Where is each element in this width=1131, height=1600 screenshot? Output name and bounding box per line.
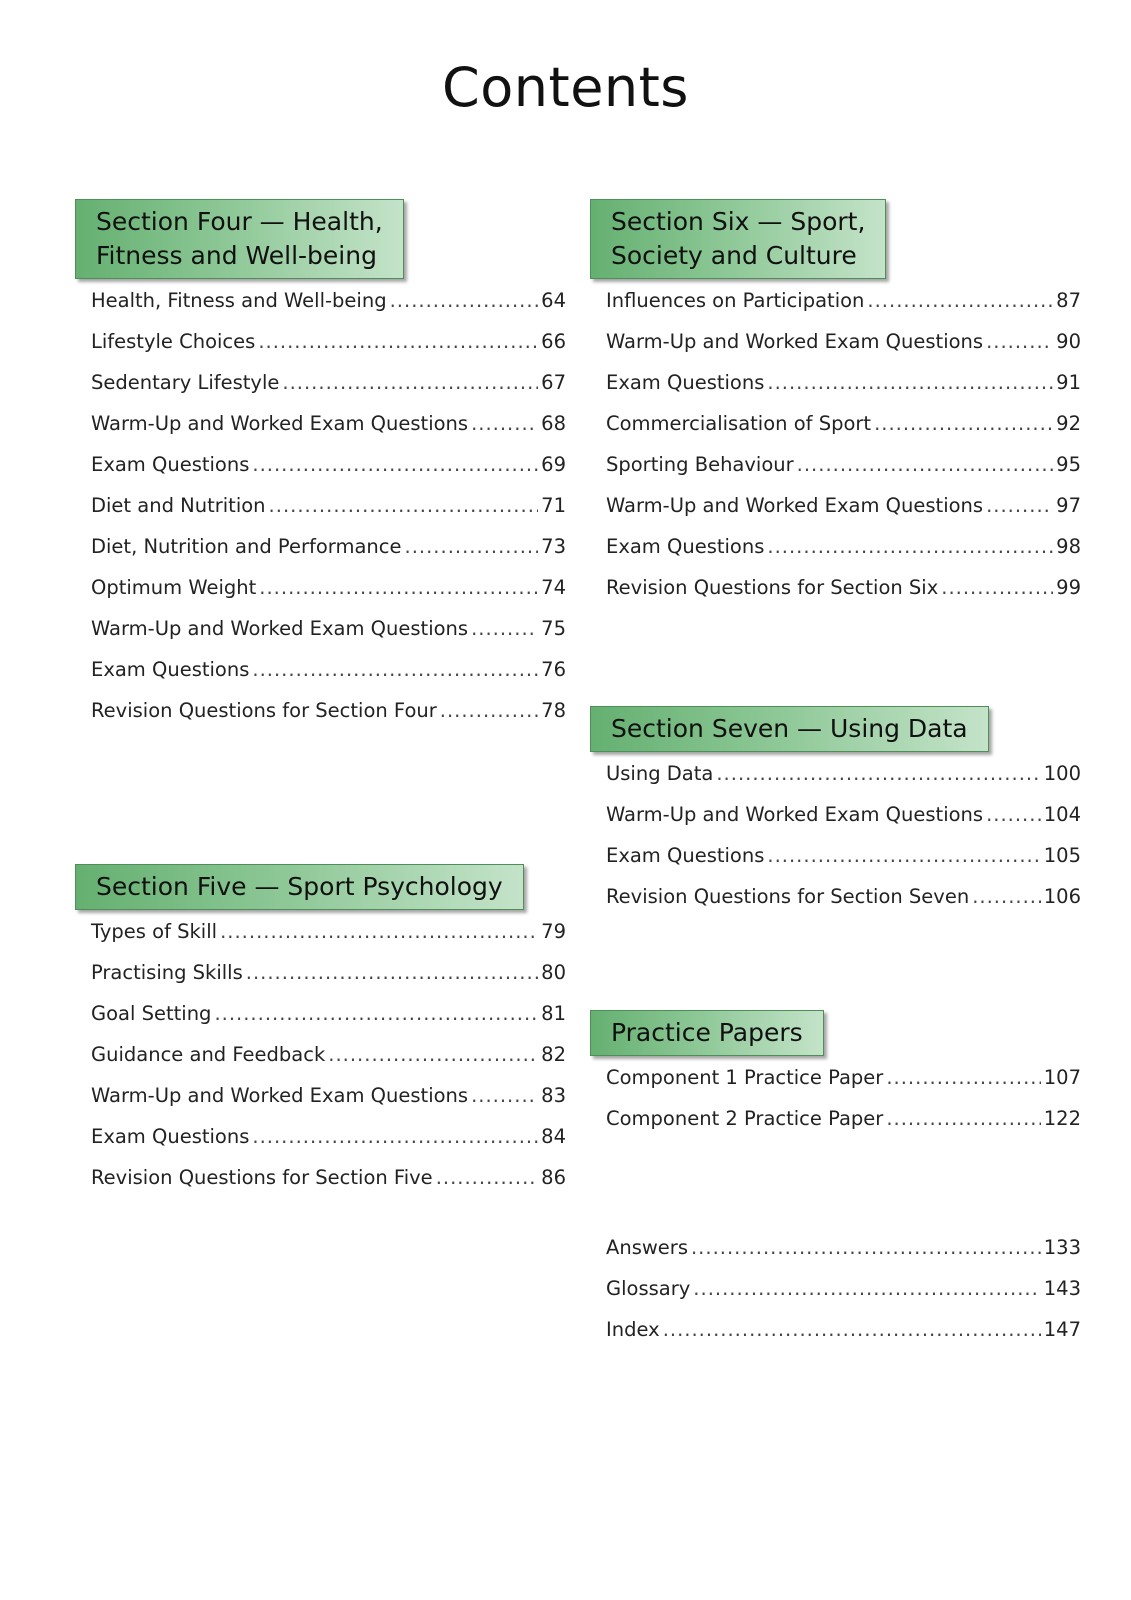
dot-leader — [972, 885, 1041, 908]
dot-leader — [328, 1043, 538, 1066]
toc-entry-title: Glossary — [606, 1277, 691, 1300]
toc-entry[interactable] — [75, 1002, 566, 1043]
toc-entry-title: Exam Questions — [606, 371, 765, 394]
toc-entry-title: Goal Setting — [91, 1002, 212, 1025]
toc-entry-page: 87 — [1056, 289, 1081, 312]
dot-leader — [886, 1107, 1040, 1130]
toc-entry-page: 81 — [541, 1002, 566, 1025]
toc-entry-title: Health, Fitness and Well-being — [91, 289, 387, 312]
toc-entry-title: Component 1 Practice Paper — [606, 1066, 884, 1089]
toc-list — [75, 289, 566, 740]
page-title: Contents — [442, 56, 689, 119]
toc-entry-page: 107 — [1043, 1066, 1081, 1089]
dot-leader — [941, 576, 1053, 599]
toc-entry[interactable] — [590, 412, 1081, 453]
toc-entry[interactable] — [590, 803, 1081, 844]
section-heading-line: Society and Culture — [611, 241, 857, 270]
toc-entry[interactable] — [75, 1125, 566, 1166]
toc-entry[interactable] — [75, 412, 566, 453]
dot-leader — [471, 617, 538, 640]
dot-leader — [986, 494, 1053, 517]
dot-leader — [220, 920, 538, 943]
toc-entry-page: 133 — [1043, 1236, 1081, 1259]
toc-entry-page: 106 — [1043, 885, 1081, 908]
toc-entry-page: 82 — [541, 1043, 566, 1066]
toc-entry-title: Revision Questions for Section Six — [606, 576, 939, 599]
toc-entry-title: Using Data — [606, 762, 714, 785]
toc-entry-title: Exam Questions — [606, 535, 765, 558]
toc-entry-title: Exam Questions — [606, 844, 765, 867]
toc-entry[interactable] — [75, 617, 566, 658]
toc-entry-page: 92 — [1056, 412, 1081, 435]
toc-list — [590, 1066, 1081, 1148]
toc-list — [590, 762, 1081, 926]
dot-leader — [471, 412, 538, 435]
toc-entry-title: Influences on Participation — [606, 289, 865, 312]
toc-entry-page: 64 — [541, 289, 566, 312]
toc-entry-page: 76 — [541, 658, 566, 681]
dot-leader — [258, 330, 538, 353]
section-heading — [590, 199, 886, 279]
toc-entry-title: Diet, Nutrition and Performance — [91, 535, 402, 558]
toc-entry[interactable] — [590, 885, 1081, 926]
toc-entry-title: Exam Questions — [91, 658, 250, 681]
toc-entry[interactable] — [590, 330, 1081, 371]
dot-leader — [986, 803, 1041, 826]
section-five — [75, 864, 566, 1207]
toc-entry-title: Warm-Up and Worked Exam Questions — [91, 617, 469, 640]
dot-leader — [886, 1066, 1040, 1089]
toc-entry[interactable] — [590, 494, 1081, 535]
toc-entry-title: Exam Questions — [91, 1125, 250, 1148]
toc-entry[interactable] — [75, 453, 566, 494]
toc-entry-page: 69 — [541, 453, 566, 476]
toc-entry-page: 91 — [1056, 371, 1081, 394]
dot-leader — [246, 961, 538, 984]
toc-entry[interactable] — [590, 1277, 1081, 1318]
toc-entry[interactable] — [75, 658, 566, 699]
section-heading-line: Section Four — Health, — [96, 207, 383, 236]
toc-entry-page: 95 — [1056, 453, 1081, 476]
section-practice-papers — [590, 1010, 1081, 1148]
toc-entry-page: 80 — [541, 961, 566, 984]
toc-entry[interactable] — [590, 1066, 1081, 1107]
toc-entry[interactable] — [590, 371, 1081, 412]
section-heading-line: Section Six — Sport, — [611, 207, 866, 236]
toc-entry[interactable] — [75, 699, 566, 740]
toc-entry-title: Revision Questions for Section Four — [91, 699, 437, 722]
toc-entry-page: 86 — [541, 1166, 566, 1189]
toc-list — [590, 1236, 1081, 1359]
toc-entry[interactable] — [75, 1084, 566, 1125]
toc-entry[interactable] — [75, 494, 566, 535]
toc-entry-page: 73 — [541, 535, 566, 558]
toc-entry[interactable] — [75, 920, 566, 961]
section-heading — [75, 864, 524, 910]
toc-entry-title: Revision Questions for Section Seven — [606, 885, 970, 908]
toc-entry-title: Guidance and Feedback — [91, 1043, 326, 1066]
toc-entry-title: Diet and Nutrition — [91, 494, 266, 517]
toc-entry-page: 90 — [1056, 330, 1081, 353]
toc-entry-title: Component 2 Practice Paper — [606, 1107, 884, 1130]
section-four — [75, 199, 566, 740]
toc-entry-title: Warm-Up and Worked Exam Questions — [91, 412, 469, 435]
toc-entry[interactable] — [590, 1236, 1081, 1277]
section-back-matter — [590, 1236, 1081, 1359]
dot-leader — [691, 1236, 1041, 1259]
dot-leader — [440, 699, 538, 722]
dot-leader — [282, 371, 538, 394]
toc-entry-page: 84 — [541, 1125, 566, 1148]
toc-entry-page: 83 — [541, 1084, 566, 1107]
dot-leader — [269, 494, 539, 517]
toc-entry-title: Warm-Up and Worked Exam Questions — [606, 330, 984, 353]
toc-entry[interactable] — [75, 289, 566, 330]
dot-leader — [436, 1166, 538, 1189]
toc-entry[interactable] — [75, 1166, 566, 1207]
toc-entry[interactable] — [590, 289, 1081, 330]
section-seven — [590, 706, 1081, 926]
toc-entry-page: 143 — [1043, 1277, 1081, 1300]
dot-leader — [405, 535, 539, 558]
toc-entry-title: Warm-Up and Worked Exam Questions — [91, 1084, 469, 1107]
toc-entry-title: Sedentary Lifestyle — [91, 371, 280, 394]
toc-entry-page: 71 — [541, 494, 566, 517]
toc-entry[interactable] — [75, 371, 566, 412]
dot-leader — [693, 1277, 1040, 1300]
section-heading-line: Practice Papers — [611, 1018, 803, 1047]
toc-entry-page: 147 — [1043, 1318, 1081, 1341]
dot-leader — [259, 576, 538, 599]
toc-entry-page: 98 — [1056, 535, 1081, 558]
toc-entry[interactable] — [75, 961, 566, 1002]
dot-leader — [767, 371, 1053, 394]
toc-entry-page: 67 — [541, 371, 566, 394]
dot-leader — [214, 1002, 538, 1025]
dot-leader — [867, 289, 1053, 312]
dot-leader — [663, 1318, 1041, 1341]
toc-entry[interactable] — [75, 1043, 566, 1084]
section-heading-line: Section Five — Sport Psychology — [96, 872, 503, 901]
toc-entry-title: Answers — [606, 1236, 688, 1259]
toc-entry-title: Warm-Up and Worked Exam Questions — [606, 803, 984, 826]
section-heading — [75, 199, 404, 279]
dot-leader — [252, 453, 538, 476]
toc-entry-title: Exam Questions — [91, 453, 250, 476]
dot-leader — [390, 289, 539, 312]
toc-entry-page: 66 — [541, 330, 566, 353]
dot-leader — [716, 762, 1040, 785]
toc-entry-page: 68 — [541, 412, 566, 435]
toc-entry-page: 78 — [541, 699, 566, 722]
toc-entry-title: Commercialisation of Sport — [606, 412, 872, 435]
toc-entry-title: Optimum Weight — [91, 576, 257, 599]
toc-entry[interactable] — [75, 535, 566, 576]
toc-entry-page: 75 — [541, 617, 566, 640]
section-heading-line: Fitness and Well-being — [96, 241, 377, 270]
toc-entry-page: 97 — [1056, 494, 1081, 517]
toc-entry-title: Types of Skill — [91, 920, 218, 943]
toc-entry-page: 74 — [541, 576, 566, 599]
section-heading — [590, 706, 989, 752]
toc-entry[interactable] — [590, 844, 1081, 885]
dot-leader — [767, 844, 1040, 867]
toc-entry-page: 100 — [1043, 762, 1081, 785]
section-heading-line: Section Seven — Using Data — [611, 714, 968, 743]
toc-entry-page: 122 — [1043, 1107, 1081, 1130]
section-heading — [590, 1010, 824, 1056]
dot-leader — [797, 453, 1054, 476]
toc-entry-page: 104 — [1043, 803, 1081, 826]
dot-leader — [986, 330, 1053, 353]
toc-entry-title: Sporting Behaviour — [606, 453, 794, 476]
toc-entry-title: Practising Skills — [91, 961, 243, 984]
toc-entry-title: Lifestyle Choices — [91, 330, 256, 353]
toc-entry[interactable] — [590, 1107, 1081, 1148]
dot-leader — [252, 658, 538, 681]
toc-entry-page: 99 — [1056, 576, 1081, 599]
section-six — [590, 199, 1081, 617]
toc-entry-page: 79 — [541, 920, 566, 943]
toc-entry[interactable] — [590, 576, 1081, 617]
dot-leader — [252, 1125, 538, 1148]
toc-entry-title: Index — [606, 1318, 660, 1341]
toc-entry[interactable] — [590, 535, 1081, 576]
toc-entry-title: Revision Questions for Section Five — [91, 1166, 433, 1189]
toc-entry[interactable] — [75, 576, 566, 617]
toc-entry-title: Warm-Up and Worked Exam Questions — [606, 494, 984, 517]
toc-list — [75, 920, 566, 1207]
toc-entry[interactable] — [590, 762, 1081, 803]
dot-leader — [767, 535, 1053, 558]
dot-leader — [471, 1084, 538, 1107]
dot-leader — [874, 412, 1053, 435]
toc-entry-page: 105 — [1043, 844, 1081, 867]
toc-entry[interactable] — [590, 453, 1081, 494]
toc-entry[interactable] — [75, 330, 566, 371]
toc-entry[interactable] — [590, 1318, 1081, 1359]
toc-list — [590, 289, 1081, 617]
